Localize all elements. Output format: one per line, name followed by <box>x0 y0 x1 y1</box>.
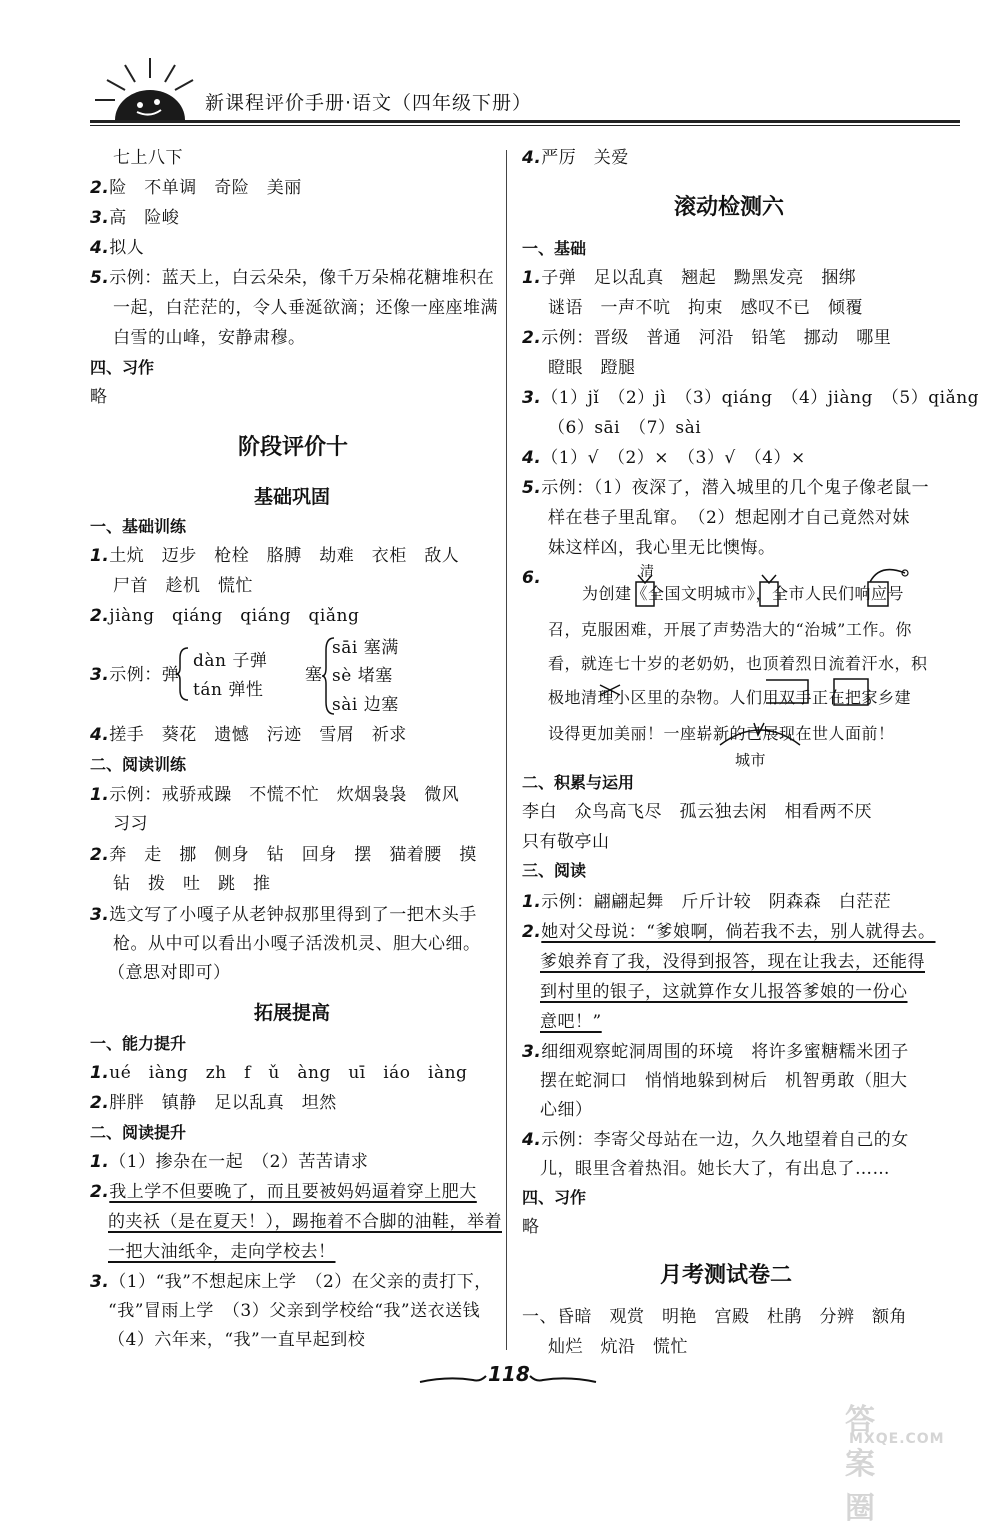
item-number: 3. <box>522 1042 542 1062</box>
answer-item <box>522 446 806 470</box>
item-number: 1. <box>90 1063 110 1083</box>
answer-item <box>90 723 407 747</box>
section-title: 月考测试卷二 <box>660 1263 793 1288</box>
item-number: 3. <box>90 905 110 925</box>
item-number: 2. <box>90 845 110 865</box>
answer-item <box>90 843 477 867</box>
answer-item <box>90 1150 368 1174</box>
item-number: 1. <box>522 268 542 288</box>
answer-line: 一起，白茫茫的，令人垂涎欲滴；还像一座座堆满 <box>113 298 498 318</box>
answer-line: 只有敬亭山 <box>522 832 610 852</box>
item-number: 3. <box>522 388 542 408</box>
answer-line: （6）sāi （7）sài <box>548 418 702 438</box>
item-number: 2. <box>522 922 542 942</box>
item-number: 1. <box>90 785 110 805</box>
answer-line: （4）六年来，“我”一直早起到校 <box>108 1330 366 1350</box>
item-text: （1）√ （2）× （3）√ （4）× <box>541 448 806 468</box>
answer-line: 略 <box>522 1217 540 1237</box>
section-heading: 二、积累与运用 <box>522 773 635 792</box>
answer-item <box>90 544 459 568</box>
item-number: 1. <box>522 892 542 912</box>
answer-item <box>90 903 477 927</box>
answer-line: 一把大油纸伞，走向学校去！ <box>108 1242 336 1262</box>
answer-line: 七上八下 <box>113 148 183 168</box>
item-text: 土炕 迈步 枪栓 胳膊 劫难 衣柜 敌人 <box>109 546 460 566</box>
item-number: 2. <box>522 328 542 348</box>
pinyin-option: sài 边塞 <box>332 695 399 715</box>
answer-item <box>90 266 494 290</box>
pinyin-option: sāi 塞满 <box>332 638 399 658</box>
answer-item <box>90 1270 492 1294</box>
answer-item <box>90 206 179 230</box>
item-text: 示例：（1）夜深了，潜入城里的几个鬼子像老鼠一 <box>541 478 930 498</box>
answer-item <box>522 386 979 410</box>
item-text: 示例：弹 <box>109 665 180 685</box>
answer-line: 灿烂 炕沿 慌忙 <box>548 1337 688 1357</box>
answer-line: 一、昏暗 观赏 明艳 宫殿 杜鹃 分辨 额角 <box>522 1307 907 1327</box>
item-text: 胖胖 镇静 足以乱真 坦然 <box>109 1093 337 1113</box>
answer-item <box>522 326 891 350</box>
item-text: 示例：蓝天上，白云朵朵，像千万朵棉花糖堆积在 <box>109 268 495 288</box>
header-logo <box>95 50 205 125</box>
section-heading: 二、阅读提升 <box>90 1123 187 1142</box>
answer-item <box>522 1128 909 1152</box>
answer-line: “我”冒雨上学 （3）父亲到学校给“我”送衣送钱 <box>108 1301 481 1321</box>
item-text: 选文写了小嘎子从老钟叔那里得到了一把木头手 <box>109 905 477 925</box>
section-heading: 三、阅读 <box>522 861 587 880</box>
section-heading: 一、基础 <box>522 239 587 258</box>
item-number: 2. <box>90 606 110 626</box>
item-text: 我上学不但要晚了，而且要被妈妈逼着穿上肥大 <box>109 1182 477 1202</box>
item-number: 4. <box>90 238 110 258</box>
item-text: 细细观察蛇洞周围的环境 将许多蜜糖糯米团子 <box>541 1042 909 1062</box>
answer-item <box>522 266 856 290</box>
right-flourish-icon <box>528 1370 598 1390</box>
item-number: 1. <box>90 1152 110 1172</box>
item-text: （1）“我”不想起床上学 （2）在父亲的责打下， <box>109 1272 492 1292</box>
item-number: 6. <box>522 568 542 588</box>
answer-line: 心细） <box>540 1100 593 1120</box>
section-heading: 四、习作 <box>522 1188 587 1207</box>
answer-item <box>522 476 929 500</box>
item-text: 她对父母说：“爹娘啊，倘若我不去，别人就得去。 <box>541 922 936 942</box>
left-flourish-icon <box>418 1370 488 1390</box>
item-number: 3. <box>90 208 110 228</box>
answer-item <box>90 1061 467 1085</box>
passage-line: 召，克服困难，开展了声势浩大的“治城”工作。你 <box>548 620 912 639</box>
pinyin-option: dàn 子弹 <box>193 651 268 671</box>
answer-item <box>522 146 629 170</box>
sun-logo-icon <box>95 50 205 125</box>
item-text: ué iàng zh f ǔ àng uī iáo iàng <box>109 1063 468 1083</box>
item-text: 子弹 足以乱真 翘起 黝黑发亮 捆绑 <box>541 268 857 288</box>
item-number: 4. <box>90 725 110 745</box>
subsection-title: 拓展提高 <box>254 1002 331 1024</box>
passage-line: 为创建《全国文明城市》，全市人民们响应号 <box>582 584 905 603</box>
item-number: 2. <box>90 1093 110 1113</box>
answer-item <box>90 604 359 628</box>
subsection-title: 基础巩固 <box>254 486 331 508</box>
item-number: 1. <box>90 546 110 566</box>
answer-line: 习习 <box>113 814 148 834</box>
proofreading-marks-icon <box>520 555 960 755</box>
section-heading: 一、基础训练 <box>90 517 187 536</box>
item-text: （1）掺杂在一起 （2）苦苦请求 <box>109 1152 369 1172</box>
answer-line: 钻 拨 吐 跳 推 <box>113 874 271 894</box>
header-rule-thin <box>90 125 960 126</box>
answer-line: （意思对即可） <box>108 963 231 983</box>
answer-line: 谜语 一声不吭 拘束 感叹不已 倾覆 <box>548 298 863 318</box>
brace-icon <box>176 646 190 702</box>
item-number: 4. <box>522 448 542 468</box>
item-text: jiàng qiáng qiáng qiǎng <box>109 606 360 626</box>
answer-line: 尸首 趁机 慌忙 <box>113 576 253 596</box>
item-text: 塞 <box>305 665 323 685</box>
correction-mark: 城市 <box>735 751 767 769</box>
item-text: 示例：戒骄戒躁 不慌不忙 炊烟袅袅 微风 <box>109 785 460 805</box>
answer-line: 的夹袄（是在夏天！），踢拖着不合脚的油鞋，举着 <box>108 1212 502 1232</box>
answer-line: 儿，眼里含着热泪。她长大了，有出息了…… <box>540 1159 890 1179</box>
answer-item <box>90 783 459 807</box>
watermark-text: 答案圈 <box>845 1403 877 1526</box>
answer-line: 意吧！” <box>540 1012 602 1032</box>
passage-line: 看，就连七十岁的老奶奶，也顶着烈日流着汗水，积 <box>548 654 928 673</box>
correction-mark: 清 <box>640 564 655 580</box>
item-number: 5. <box>522 478 542 498</box>
item-text: 示例：晋级 普通 河沿 铅笔 挪动 哪里 <box>541 328 892 348</box>
pinyin-option: tán 弹性 <box>193 680 264 700</box>
answer-item <box>522 920 936 944</box>
section-heading: 四、习作 <box>90 358 155 377</box>
answer-item <box>90 176 302 200</box>
item-number: 4. <box>522 1130 542 1150</box>
item-text: 搓手 葵花 遗憾 污迹 雪屑 祈求 <box>109 725 407 745</box>
answer-item <box>90 236 144 260</box>
item-text: 高 险峻 <box>109 208 180 228</box>
item-text: 示例：翩翩起舞 斤斤计较 阴森森 白茫茫 <box>541 892 892 912</box>
section-title: 滚动检测六 <box>674 195 785 220</box>
item-number: 3. <box>90 665 110 685</box>
item-text: 严厉 关爱 <box>541 148 629 168</box>
header-rule <box>90 120 960 123</box>
answer-line: 瞪眼 蹬腿 <box>548 358 636 378</box>
item-number: 2. <box>90 1182 110 1202</box>
answer-line: 李白 众鸟高飞尽 孤云独去闲 相看两不厌 <box>522 802 872 822</box>
item-text: 奔 走 挪 侧身 钻 回身 摆 猫着腰 摸 <box>109 845 477 865</box>
section-title: 阶段评价十 <box>238 435 349 460</box>
item-number: 2. <box>90 178 110 198</box>
answer-line: 到村里的银子，这就算作女儿报答爹娘的一份心 <box>540 982 908 1002</box>
answer-item <box>90 1180 477 1204</box>
passage-line: 极地清理小区里的杂物。人们用双手正在把家乡建 <box>548 688 912 707</box>
answer-line: 摆在蛇洞口 悄悄地躲到树后 机智勇敢（胆大 <box>540 1071 908 1091</box>
item-number: 4. <box>522 148 542 168</box>
item-number: 5. <box>90 268 110 288</box>
item-text: 拟人 <box>109 238 145 258</box>
section-heading: 二、阅读训练 <box>90 755 187 774</box>
item-number: 3. <box>90 1272 110 1292</box>
page-number: 118 <box>488 1362 530 1386</box>
column-divider <box>506 150 507 1350</box>
pinyin-option: sè 堵塞 <box>332 666 393 686</box>
item-text: 险 不单调 奇险 美丽 <box>109 178 302 198</box>
answer-item <box>522 1040 909 1064</box>
answer-line: 样在巷子里乱窜。 （2）想起刚才自己竟然对妹 <box>548 508 910 528</box>
passage-line: 设得更加美丽！一座崭新的已展现在世人面前！ <box>548 724 895 743</box>
answer-line: 白雪的山峰，安静肃穆。 <box>113 328 306 348</box>
watermark-url: MXQE.COM <box>849 1431 945 1447</box>
section-heading: 一、能力提升 <box>90 1034 187 1053</box>
answer-item <box>90 1091 337 1115</box>
answer-item <box>522 890 891 914</box>
answer-line: 略 <box>90 387 108 407</box>
answer-line: 枪。从中可以看出小嘎子活泼机灵、胆大心细。 <box>113 934 481 954</box>
answer-line: 妹这样凶，我心里无比懊悔。 <box>548 538 776 558</box>
item-text: 示例：李寄父母站在一边，久久地望着自己的女 <box>541 1130 909 1150</box>
header-title: 新课程评价手册·语文（四年级下册） <box>205 92 533 114</box>
item-text: （1）jǐ （2）jì （3）qiáng （4）jiàng （5）qiǎng <box>541 388 980 408</box>
answer-line: 爹娘养育了我，没得到报答，现在让我去，还能得 <box>540 952 925 972</box>
